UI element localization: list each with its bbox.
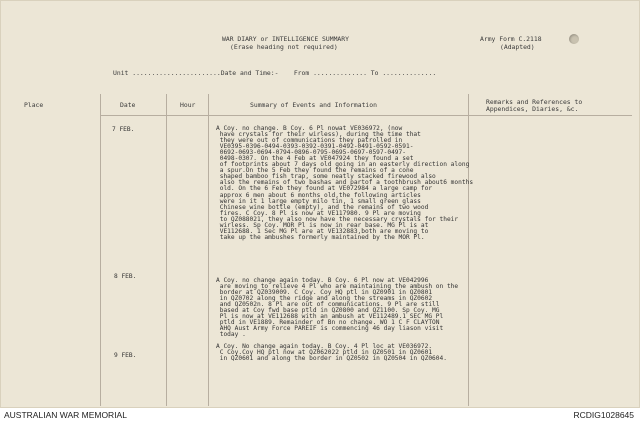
- archive-reference: RCDIG1028645: [573, 410, 634, 420]
- entry-text: A Coy. no change again today. B Coy. 6 Pl now at VE042996 are moving to relieve 4 Pl who are maintaining the ambush on the border at QZ039009. C Coy. Coy HQ ptl in QZ0901 in QZ0801 in QZ0702 along the ridge and along the streams in QZ0602 and QZ0502n. 8 Pl are out of communications. 9 Pl are still based at Coy fwd base ptld in QZ0800 and QZ1100. Sp Coy. MG Pl is now at VE112688 with an ambush at VE112489.1 SEC MG Pl ptld in VE1889. Remainder of Bn no change. WO 1 C F CLAYTON AHQ Aust Army Force PAREIF is commencing 46 day liason visit today .: [216, 277, 459, 339]
- entry-text: A Coy. No change again today. B Coy. 4 Pl loc at VE036972. C Coy.Coy HQ ptl now at QZ062022 ptld in QZ0501 in QZ0601 in QZ0601 and along the border in QZ0502 in QZ0504 in QZ0604.: [216, 343, 447, 363]
- entry-date: 9 FEB.: [114, 352, 137, 359]
- form-title: WAR DIARY or INTELLIGENCE SUMMARY: [222, 35, 349, 43]
- column-divider: [100, 94, 101, 406]
- form-id: Army Form C.2118: [480, 35, 542, 43]
- column-hour: Hour: [180, 101, 196, 109]
- form-subtitle: (Erase heading not required): [230, 43, 338, 51]
- archive-credit: AUSTRALIAN WAR MEMORIAL: [4, 410, 127, 420]
- column-place: Place: [24, 101, 44, 109]
- unit-line: Unit .......................Date and Time:- From .............. To ..............: [113, 69, 437, 77]
- header-divider: [100, 115, 632, 116]
- column-date: Date: [120, 101, 136, 109]
- punch-hole: [569, 34, 579, 44]
- entry-text: A Coy. no change. B Coy. 6 Pl nowat VE036972, (now have crystals for their wirless), during the time that they were out of communications they patrolled in VE0395-0396-0494-0393-0392-0391-0492-0491-0592-0591- 0692-0693-0694-0794-0896-0795-0695-0697-0597-0497- 0498-0307. On the 4 Feb at VE047924 they found a set of footprints about 7 days old going in an easterly direction along a spur.On the 5 Feb they found the remains of a cone shaped bamboo fish trap, some neatly stacked firewood also also the remains of two bashas and partof a toothbrush about6 months old. On the 6 Feb they found at VE072984 a large camp for approx 6 men about 6 months old,the following articles were in it 1 large empty milo tin, 1 small green glass Chinese wine bottle (empty), and the remains of two wood fires. C Coy. 8 Pl is now at VE117980. 9 Pl are moving to QZ088021, they also now have the necessary crystals for their wirless. Sp Coy. MOR Pl is now in rear base. MG Pl is at VE112688. 1 Sec MG Pl are at VE132883,both are moving to take up the ambushes formerly maintained by the MOR Pl.: [216, 125, 474, 241]
- column-divider: [208, 94, 209, 406]
- column-divider: [166, 94, 167, 406]
- form-note: (Adapted): [500, 43, 535, 51]
- entry-date: 8 FEB.: [114, 273, 137, 280]
- column-summary: Summary of Events and Information: [250, 101, 377, 109]
- column-remarks-line2: Appendices, Diaries, &c.: [486, 105, 579, 113]
- column-remarks-line1: Remarks and References to: [486, 98, 583, 106]
- entry-date: 7 FEB.: [112, 126, 135, 133]
